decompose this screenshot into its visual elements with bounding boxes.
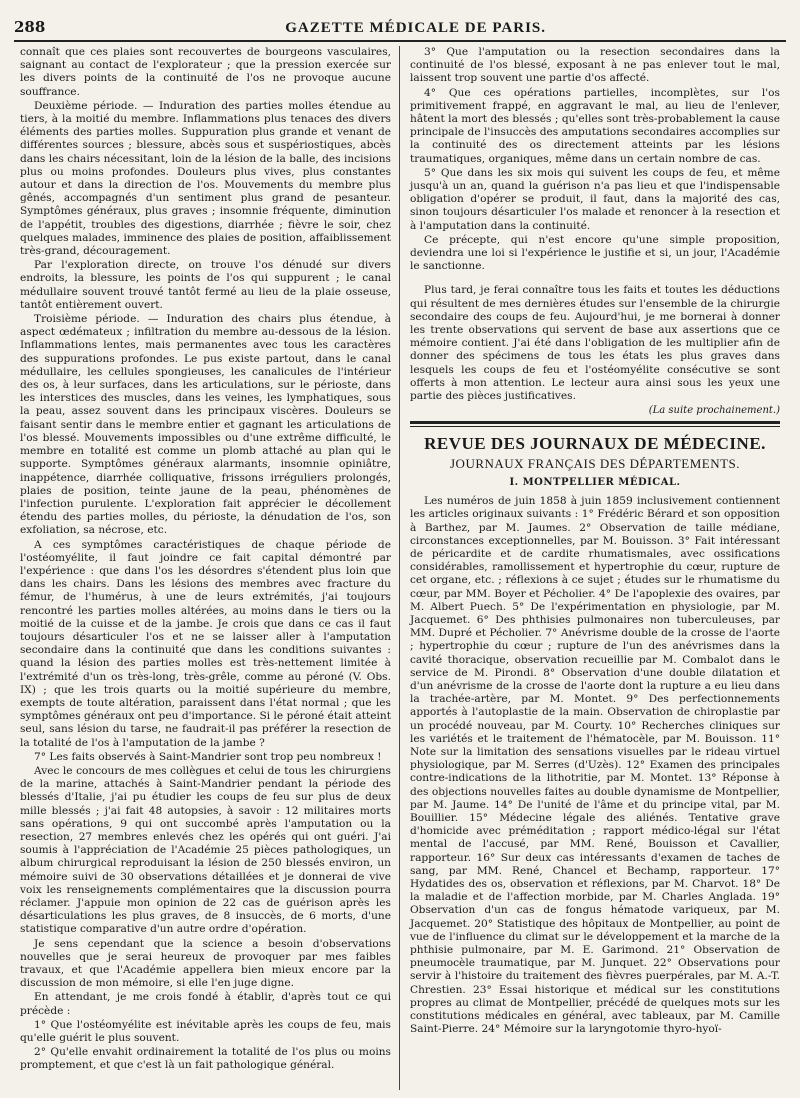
paragraph: Ce précepte, qui n'est encore qu'une simple proposition, deviendra une loi si l'expérience le justifie et si, un jour, l'Académie le sanctionne. [410, 233, 780, 273]
paragraph: 4° Que ces opérations partielles, incomplètes, sur l'os primitivement frappé, en aggravant le mal, au lieu de l'enlever, hâtent la mort des blessés ; qu'elles sont très-probablement la cause principale de l'insuccès des amputations secondaires accomplies sur la continuité des os directement atteints par les lésions traumatiques, organiques, même dans un certain nombre de cas. [410, 86, 780, 165]
paragraph: 2° Qu'elle envahit ordinairement la totalité de l'os plus ou moins promptement, et que c'est là un fait pathologique général. [20, 1046, 391, 1072]
page-number: 288 [14, 18, 46, 36]
page-header [14, 18, 786, 42]
paragraph: connaît que ces plaies sont recouvertes de bourgeons vasculaires, saignant au contact de l'explorateur ; que la pression exercée sur les divers points de la continuité de l'os ne provoque aucune souffrance. [20, 46, 391, 98]
page-body [14, 46, 786, 1090]
section-divider [410, 426, 780, 427]
paragraph: Je sens cependant que la science a besoin d'observations nouvelles que je serai heureux de provoquer par mes faibles travaux, et que l'Académie appellera bien mieux encore par la discussion de mon mémoire, si elle l'en juge digne. [20, 937, 391, 990]
paragraph: Deuxième période. — Induration des parties molles étendue au tiers, à la moitié du membre. Inflammations plus tenaces des divers éléments des parties molles. Suppuration plus grande et venant de différentes sources ; blessure, abcès sous et suspériostiques, abcès dans les chairs nécessitant, loin de la lésion de la balle, des incisions plus ou moins profondes. Douleurs plus vives, plus constantes autour et dans la direction de l'os. Mouvements du membre plus gênés, accompagnés d'un sentiment plus grand de pesanteur. Symptômes généraux, plus graves ; insomnie fréquente, diminution de l'appétit, troubles des digestions, diarrhée ; fièvre le soir, chez quelques malades, imminence des plaies de position, affaiblissement très-grand, découragement. [20, 99, 391, 258]
paragraph: A ces symptômes caractéristiques de chaque période de l'ostéomyélite, il faut joindre ce fait capital démontré par l'expérience : que dans l'os les désordres s'étendent plus loin que dans les chairs. Dans les lésions des membres avec fracture du fémur, de l'humérus, à une de leurs extrémités, j'ai toujours rencontré les parties molles altérées, au moins dans le tiers ou la moitié de la cuisse et de la jambe. Je crois que dans ce cas il faut toujours désarticuler l'os et ne se laisser aller à l'amputation secondaire dans la continuité que dans les conditions suivantes : quand la lésion des parties molles est très-nettement limitée à l'extrémité d'un os très-long, très-grêle, comme au péroné (V. Obs. IX) ; que les trois quarts ou la moitié supérieure du membre, exempts de toute altération, paraissent dans l'état normal ; que les symptômes généraux ont peu d'importance. Si le péroné était atteint seul, sans lésion du tarse, ne faudrait-il pas préférer la resection de la totalité de l'os à l'amputation de la jambe ? [20, 538, 391, 749]
spacer [410, 274, 780, 284]
section-subtitle: JOURNAUX FRANÇAIS DES DÉPARTEMENTS. [450, 455, 740, 471]
left-column [14, 46, 400, 1090]
paragraph: En attendant, je me crois fondé à établir, d'après tout ce qui précède : [20, 991, 391, 1017]
subsection-heading: I. MONTPELLIER MÉDICAL. [509, 476, 681, 488]
right-column [400, 46, 786, 1090]
paragraph: Par l'exploration directe, on trouve l'os dénudé sur divers endroits, la blessure, les points de l'os qui suppurent ; le canal médullaire souvent trouvé tantôt fermé au lieu de la plaie osseuse, tantôt entièrement ouvert. [20, 259, 391, 311]
section-title: REVUE DES JOURNAUX DE MÉDECINE. [424, 434, 766, 454]
paragraph: 7° Les faits observés à Saint-Mandrier sont trop peu nombreux ! [34, 750, 382, 763]
paragraph: 3° Que l'amputation ou la resection secondaires dans la continuité de l'os blessé, exposant à ne pas enlever tout le mal, laissent trop souvent une partie d'os affecté. [410, 46, 780, 85]
paragraph: Troisième période. — Induration des chairs plus étendue, à aspect œdémateux ; infiltration du membre au-dessous de la lésion. Inflammations lentes, mais permanentes avec tous les caractères des suppurations profondes. Le pus existe partout, dans le canal médullaire, les cellules spongieuses, les canalicules de l'intérieur des os, à leur surfaces, dans les articulations, sur le périoste, dans les interstices des muscles, dans les veines, les lymphatiques, sous la peau, assez souvent dans les principaux viscères. Douleurs se faisant sentir dans le membre entier et gagnant les articulations de l'os blessé. Mouvements impossibles ou d'une extrême difficulté, le membre en totalité est comme un plomb attaché au plan qui le supporte. Symptômes généraux alarmants, insomnie opiniâtre, inappétence, diarrhée colliquative, frissons irréguliers prolongés, plaies de position, teinte jaune de la peau, phénomènes de l'infection purulente. L'exploration fait apprécier le décollement étendu des parties molles, du périoste, la dénudation de l'os, son exfoliation, sa nécrose, etc. [20, 313, 391, 537]
paragraph: Plus tard, je ferai connaître tous les faits et toutes les déductions qui résultent de mes dernières études sur l'ensemble de la chirurgie secondaire des coups de feu. Aujourd'hui, je me bornerai à donner les trente observations qui servent de base aux assertions que ce mémoire contient. J'ai été dans l'obligation de les multiplier afin de donner des spécimens de tous les états les plus graves dans lesquels les coups de feu et l'ostéomyélite consécutive se sont offerts à mon attention. Le lecteur aura ainsi sous les yeux une partie des pièces justificatives. [410, 284, 780, 403]
paragraph: Les numéros de juin 1858 à juin 1859 inclusivement contiennent les articles originaux suivants : 1° Frédéric Bérard et son opposition à Barthez, par M. Jaumes. 2° Observation de taille médiane, circonstances exceptionnelles, par M. Bouisson. 3° Fait intéressant de péricardite et de cardite rhumatismales, avec ossifications considérables, ramollissement et hypertrophie du cœur, rupture de cet organe, etc. ; réflexions à ce sujet ; études sur le rhumatisme du cœur, par MM. Boyer et Pécholier. 4° De l'apoplexie des ovaires, par M. Albert Puech. 5° De l'expérimentation en physiologie, par M. Jacquemet. 6° Des phthisies pulmonaires non tuberculeuses, par MM. Dupré et Pécholier. 7° Anévrisme double de la crosse de l'aorte ; hypertrophie du cœur ; rupture de l'un des anévrismes dans la cavité thoracique, observation recueillie par M. Combalot dans le service de M. Pirondi. 8° Observation d'une double dilatation et d'un anévrisme de la crosse de l'aorte dont la rupture a eu lieu dans la trachée-artère, par M. Montet. 9° Des perfectionnements apportés à l'autoplastie de la main. Observation de chiroplastie par un procédé nouveau, par M. Courty. 10° Recherches cliniques sur les variétés et le traitement de l'hématocèle, par M. Bouisson. 11° Note sur la limitation des sensations visuelles par le rideau virtuel physiologique, par M. Serres (d'Uzès). 12° Examen des principales contre-indications de la lithotritie, par M. Montet. 13° Réponse à des objections nouvelles faites au double dynamisme de Montpellier, par M. Jaume. 14° De l'unité de l'âme et du principe vital, par M. Bouillier. 15° Médecine légale des aliénés. Tentative grave d'homicide avec préméditation ; rapport médico-légal sur l'état mental de l'accusé, par MM. René, Bouisson et Cavallier, rapporteur. 16° Sur deux cas intéressants d'examen de taches de sang, par MM. René, Chancel et Bechamp, rapporteur. 17° Hydatides des os, observation et réflexions, par M. Charvot. 18° De la maladie et de l'affection morbide, par M. Charles Anglada. 19° Observation d'un cas de fongus hématode variqueux, par M. Jacquemet. 20° Statistique des hôpitaux de Montpellier, au point de vue de l'influence du climat sur le développement et la marche de la phthisie pulmonaire, par M. E. Garimond. 21° Observation de pneumocèle traumatique, par M. Junquet. 22° Observations pour servir à l'histoire du traitement des fièvres puerpérales, par M. A.-T. Chrestien. 23° Essai historique et médical sur les constitutions propres au climat de Montpellier, précédé de quelques mots sur les constitutions médicales en général, avec tableaux, par M. Camille Saint-Pierre. 24° Mémoire sur la laryngotomie thyro-hyoï- [410, 495, 780, 1036]
paragraph: Avec le concours de mes collègues et celui de tous les chirurgiens de la marine, attachés à Saint-Mandrier pendant la période des blessés d'Italie, j'ai pu étudier les coups de feu sur plus de deux mille blessés ; j'ai fait 48 autopsies, à savoir : 12 militaires morts sans opérations, 9 qui ont succombé après l'amputation ou la resection, 27 membres enlevés chez les opérés qui ont guéri. J'ai soumis à l'appréciation de l'Académie 25 pièces pathologiques, un album chirurgical reproduisant la lésion de 250 blessés environ, un mémoire suivi de 30 observations détaillées et je donnerai de vive voix les renseignements complémentaires que la discussion pourra réclamer. J'appuie mon opinion de 22 cas de guérison après les désarticulations les plus graves, de 8 insuccès, de 6 morts, d'une statistique comparative d'un autre ordre d'opération. [20, 764, 391, 936]
paragraph: 1° Que l'ostéomyélite est inévitable après les coups de feu, mais qu'elle guérit le plus souvent. [20, 1018, 391, 1045]
running-title: GAZETTE MÉDICALE DE PARIS. [285, 20, 547, 36]
section-divider [410, 421, 780, 424]
continuation-note: (La suite prochainement.) [648, 405, 780, 417]
paragraph: 5° Que dans les six mois qui suivent les coups de feu, et même jusqu'à un an, quand la guérison n'a pas lieu et que l'indispensable obligation d'opérer se produit, il faut, dans la majorité des cas, sinon toujours désarticuler l'os malade et renoncer à la resection et à l'amputation dans la continuité. [410, 166, 780, 232]
